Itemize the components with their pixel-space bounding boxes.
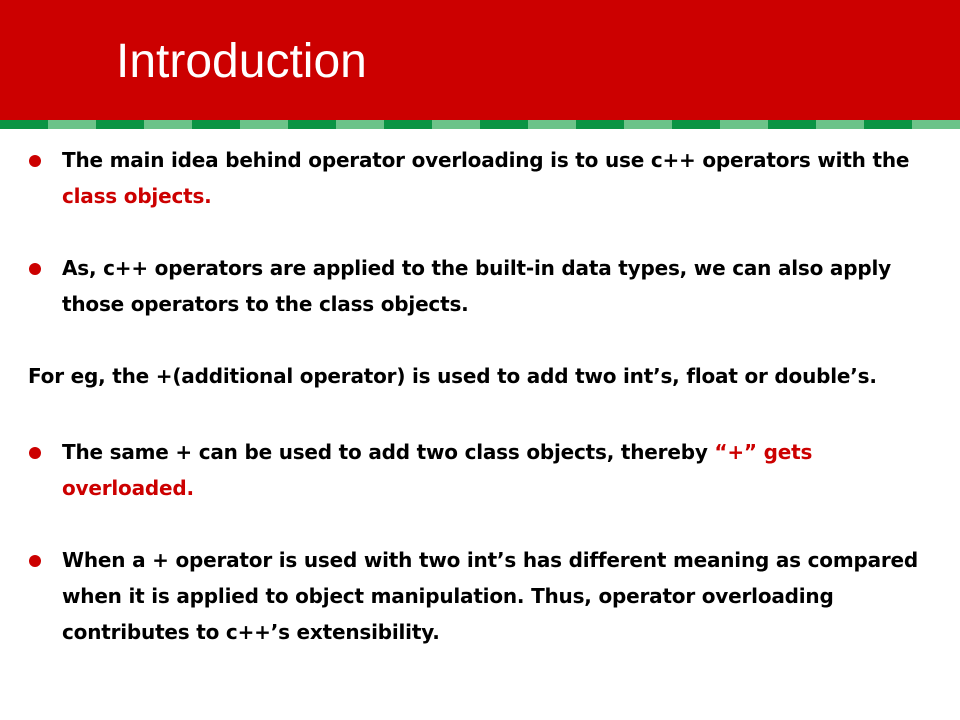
bullet-point-4 <box>62 542 942 650</box>
bullet-point-1 <box>62 142 942 214</box>
bullet-point-1-text: The main idea behind operator overloading is to use c++ operators with the <box>62 148 910 172</box>
bullet-point-4-text: When a + operator is used with two int’s has different meaning as compared when it is applied to object manipulation. Thus, operator overloading contributes to c++’s extensibility. <box>62 548 919 644</box>
bullet-icon <box>29 155 41 167</box>
bullet-point-2-text: As, c++ operators are applied to the built-in data types, we can also apply those operators to the class objects. <box>62 256 891 316</box>
example-line-text: For eg, the +(additional operator) is used to add two int’s, float or double’s. <box>28 364 877 388</box>
bullet-point-3-text: The same + can be used to add two class objects, thereby <box>62 440 715 464</box>
example-line <box>28 358 948 394</box>
bullet-icon <box>29 555 41 567</box>
bullet-point-2 <box>62 250 942 322</box>
slide-title: Introduction <box>116 35 367 88</box>
bullet-point-3 <box>62 434 942 506</box>
bullet-point-3-highlight: “+” gets overloaded. <box>62 440 813 500</box>
bullet-point-1-highlight: class objects. <box>62 184 212 208</box>
bullet-icon <box>29 447 41 459</box>
bullet-icon <box>29 263 41 275</box>
